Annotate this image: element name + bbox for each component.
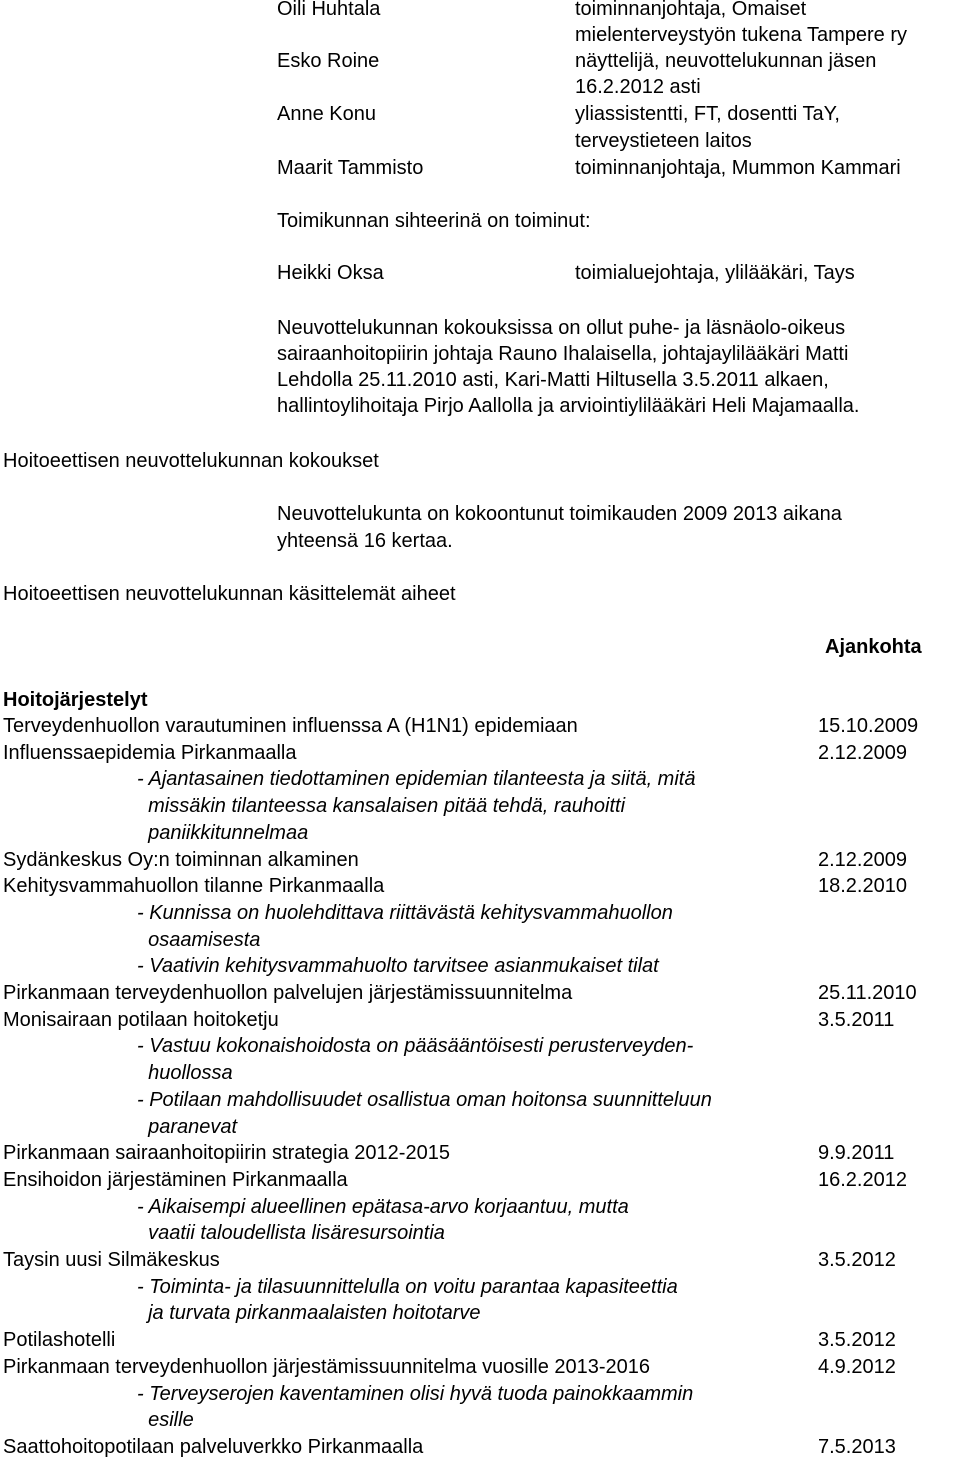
topic-note-line: paniikkitunnelmaa xyxy=(137,822,309,844)
topic-row xyxy=(0,1434,960,1461)
topic-row xyxy=(0,740,960,767)
topic-title: Taysin uusi Silmäkeskus xyxy=(3,1249,220,1271)
member-name: Esko Roine xyxy=(277,50,380,72)
topic-date: 25.11.2010 xyxy=(818,982,917,1004)
member-role-line: yliassistentti, FT, dosentti TaY, xyxy=(575,103,840,125)
topic-date: 2.12.2009 xyxy=(818,742,907,764)
topic-date: 18.2.2010 xyxy=(818,875,907,897)
topic-note-line: osaamisesta xyxy=(137,929,261,951)
paragraph-line: Neuvottelukunnan kokouksissa on ollut puhe- ja läsnäolo-oikeus xyxy=(277,317,846,339)
topic-note-line: ja turvata pirkanmaalaisten hoitotarve xyxy=(137,1302,481,1324)
topic-note-line: huollossa xyxy=(137,1062,233,1084)
topic-title: Pirkanmaan sairaanhoitopiirin strategia 2012-2015 xyxy=(3,1142,450,1164)
category-heading: Hoitojärjestelyt xyxy=(3,689,148,711)
member-role-line: mielenterveystyön tukena Tampere ry xyxy=(575,24,908,46)
topic-note-line: - Ajantasainen tiedottaminen epidemian tilanteesta ja siitä, mitä xyxy=(137,768,696,790)
topic-title: Potilashotelli xyxy=(3,1329,116,1351)
topic-date: 9.9.2011 xyxy=(818,1142,895,1164)
topic-row xyxy=(0,873,960,900)
topics-heading: Hoitoeettisen neuvottelukunnan käsittelemät aiheet xyxy=(3,583,456,605)
date-column-header: Ajankohta xyxy=(825,636,922,658)
member-role-line: näyttelijä, neuvottelukunnan jäsen xyxy=(575,50,877,72)
topic-row xyxy=(0,847,960,874)
topic-date: 16.2.2012 xyxy=(818,1169,907,1191)
topic-row xyxy=(0,1354,960,1381)
topic-title: Influenssaepidemia Pirkanmaalla xyxy=(3,742,297,764)
member-role-line: toiminnanjohtaja, Mummon Kammari xyxy=(575,157,901,179)
topic-note-line: - Terveyserojen kaventaminen olisi hyvä tuoda painokkaammin xyxy=(137,1383,694,1405)
topic-title: Pirkanmaan terveydenhuollon järjestämissuunnitelma vuosille 2013-2016 xyxy=(3,1356,651,1378)
topic-note-line: - Kunnissa on huolehdittava riittävästä kehitysvammahuollon xyxy=(137,902,673,924)
topic-date: 3.5.2012 xyxy=(818,1249,896,1271)
topic-date: 4.9.2012 xyxy=(818,1356,896,1378)
topic-title: Sydänkeskus Oy:n toiminnan alkaminen xyxy=(3,849,359,871)
topic-row xyxy=(0,1140,960,1167)
paragraph-line: Lehdolla 25.11.2010 asti, Kari-Matti Hiltusella 3.5.2011 alkaen, xyxy=(277,369,829,391)
meetings-heading: Hoitoeettisen neuvottelukunnan kokoukset xyxy=(3,450,379,472)
secretary-heading: Toimikunnan sihteerinä on toiminut: xyxy=(277,210,591,232)
topic-title: Kehitysvammahuollon tilanne Pirkanmaalla xyxy=(3,875,385,897)
topic-date: 15.10.2009 xyxy=(818,715,919,737)
paragraph-line: sairaanhoitopiirin johtaja Rauno Ihalaisella, johtajaylilääkäri Matti xyxy=(277,343,849,365)
member-name: Maarit Tammisto xyxy=(277,157,424,179)
member-name: Anne Konu xyxy=(277,103,376,125)
paragraph-line: yhteensä 16 kertaa. xyxy=(277,530,453,552)
topic-row xyxy=(0,1167,960,1194)
paragraph-line: hallintoylihoitaja Pirjo Aallolla ja arviointiylilääkäri Heli Majamaalla. xyxy=(277,395,860,417)
secretary-role: toimialuejohtaja, ylilääkäri, Tays xyxy=(575,262,855,284)
member-role-line: toiminnanjohtaja, Omaiset xyxy=(575,0,807,20)
topic-row xyxy=(0,1247,960,1274)
topic-note-line: - Aikaisempi alueellinen epätasa-arvo korjaantuu, mutta xyxy=(137,1196,629,1218)
topic-title: Monisairaan potilaan hoitoketju xyxy=(3,1009,279,1031)
paragraph-line: Neuvottelukunta on kokoontunut toimikauden 2009 2013 aikana xyxy=(277,503,842,525)
topic-note-line: esille xyxy=(137,1409,194,1431)
topic-note-line: - Vaativin kehitysvammahuolto tarvitsee asianmukaiset tilat xyxy=(137,955,659,977)
topic-title: Terveydenhuollon varautuminen influenssa A (H1N1) epidemiaan xyxy=(3,715,578,737)
topic-date: 2.12.2009 xyxy=(818,849,907,871)
topic-row xyxy=(0,713,960,740)
topic-note-line: paranevat xyxy=(137,1116,238,1138)
topic-row xyxy=(0,980,960,1007)
topic-title: Ensihoidon järjestäminen Pirkanmaalla xyxy=(3,1169,348,1191)
member-role-line: terveystieteen laitos xyxy=(575,130,752,152)
topic-date: 3.5.2012 xyxy=(818,1329,896,1351)
topic-note-line: - Vastuu kokonaishoidosta on pääsääntöisesti perusterveyden- xyxy=(137,1035,694,1057)
secretary-name: Heikki Oksa xyxy=(277,262,384,284)
topic-title: Saattohoitopotilaan palveluverkko Pirkanmaalla xyxy=(3,1436,424,1458)
topic-row xyxy=(0,1327,960,1354)
topic-note-line: missäkin tilanteessa kansalaisen pitää tehdä, rauhoitti xyxy=(137,795,626,817)
member-role-line: 16.2.2012 asti xyxy=(575,76,701,98)
member-name: Oili Huhtala xyxy=(277,0,381,20)
topic-note-line: - Potilaan mahdollisuudet osallistua oman hoitonsa suunnitteluun xyxy=(137,1089,712,1111)
topic-row xyxy=(0,1007,960,1034)
topic-title: Pirkanmaan terveydenhuollon palvelujen järjestämissuunnitelma xyxy=(3,982,573,1004)
topic-note-line: - Toiminta- ja tilasuunnittelulla on voitu parantaa kapasiteettia xyxy=(137,1276,678,1298)
topic-date: 7.5.2013 xyxy=(818,1436,896,1458)
topic-date: 3.5.2011 xyxy=(818,1009,895,1031)
topic-note-line: vaatii taloudellista lisäresursointia xyxy=(137,1222,445,1244)
